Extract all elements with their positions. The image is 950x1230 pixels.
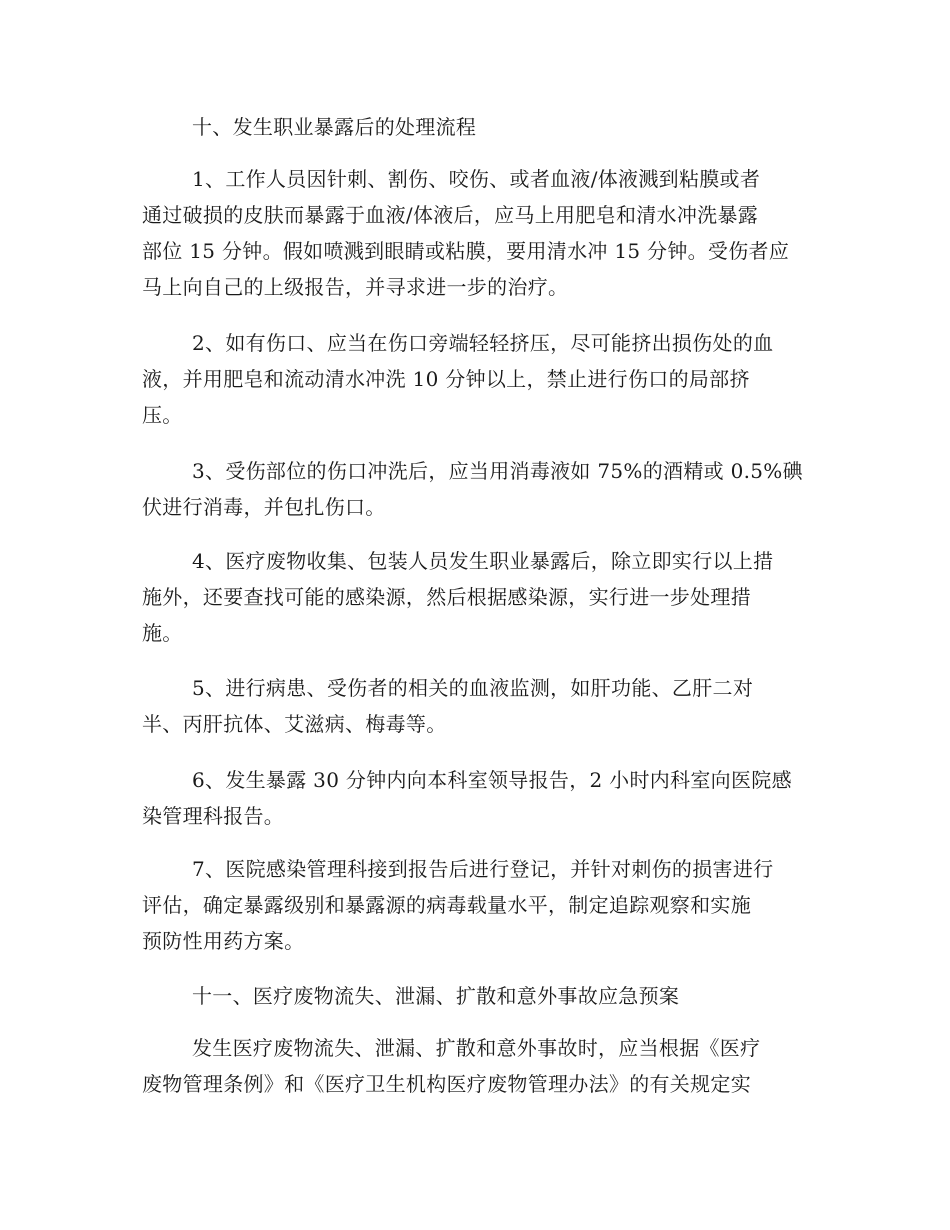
p6-line-2: 染管理科报告。 [142,804,285,828]
section-11-title: 十一、医疗废物流失、泄漏、扩散和意外事故应急预案 [192,984,680,1008]
p1-line-1: 1、工作人员因针刺、割伤、咬伤、或者血液/体液溅到粘膜或者 [192,167,761,191]
p1-line-2: 通过破损的皮肤而暴露于血液/体液后，应马上用肥皂和清水冲洗暴露 [142,203,759,227]
p4-line-3: 施。 [142,621,183,645]
p5-line-2: 半、丙肝抗体、艾滋病、梅毒等。 [142,712,447,736]
p8-line-1: 发生医疗废物流失、泄漏、扩散和意外事故时，应当根据《医疗 [192,1036,761,1060]
p2-line-3: 压。 [142,403,183,427]
section-10-title: 十、发生职业暴露后的处理流程 [192,115,477,139]
p1-line-3: 部位 15 分钟。假如喷溅到眼睛或粘膜，要用清水冲 15 分钟。受伤者应 [142,239,790,263]
p2-line-2: 液，并用肥皂和流动清水冲洗 10 分钟以上，禁止进行伤口的局部挤 [142,367,750,391]
p4-line-2: 施外，还要查找可能的感染源，然后根据感染源，实行进一步处理措 [142,585,751,609]
p6-line-1: 6、发生暴露 30 分钟内向本科室领导报告，2 小时内科室向医院感 [192,768,792,792]
p7-line-3: 预防性用药方案。 [142,929,305,953]
p2-line-1: 2、如有伤口、应当在伤口旁端轻轻挤压，尽可能挤出损伤处的血 [192,331,774,355]
p7-line-1: 7、医院感染管理科接到报告后进行登记，并针对刺伤的损害进行 [192,857,774,881]
p3-line-1: 3、受伤部位的伤口冲洗后，应当用消毒液如 75%的酒精或 0.5%碘 [192,459,803,483]
p3-line-2: 伏进行消毒，并包扎伤口。 [142,495,386,519]
p7-line-2: 评估，确定暴露级别和暴露源的病毒载量水平，制定追踪观察和实施 [142,893,751,917]
p5-line-1: 5、进行病患、受伤者的相关的血液监测，如肝功能、乙肝二对 [192,676,754,700]
p8-line-2: 废物管理条例》和《医疗卫生机构医疗废物管理办法》的有关规定实 [142,1072,751,1096]
p4-line-1: 4、医疗废物收集、包装人员发生职业暴露后，除立即实行以上措 [192,549,774,573]
p1-line-4: 马上向自己的上级报告，并寻求进一步的治疗。 [142,275,569,299]
